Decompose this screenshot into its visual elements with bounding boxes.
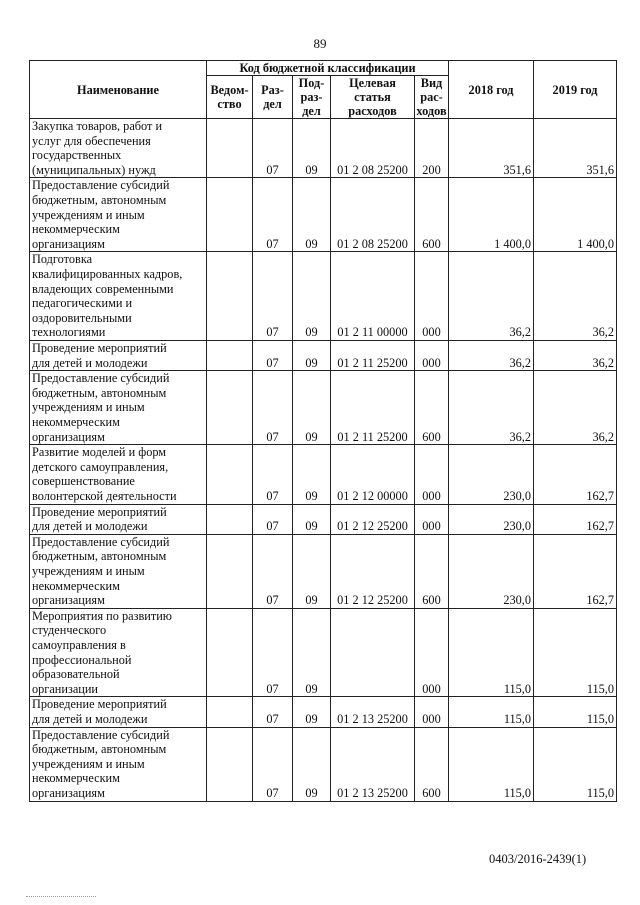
row-name-line: бюджетным, автономным bbox=[32, 549, 167, 564]
row-name-line: для детей и молодежи bbox=[32, 711, 148, 726]
row-name-line: самоуправления в bbox=[32, 637, 126, 652]
row-vedomstvo bbox=[207, 697, 253, 727]
row-name-line: организациям bbox=[32, 785, 105, 800]
row-name-line: волонтерской деятельности bbox=[32, 488, 177, 503]
row-name-line: Предоставление субсидий bbox=[32, 371, 170, 386]
row-razdel: 07 bbox=[253, 727, 293, 801]
row-target: 01 2 11 25200 bbox=[331, 371, 415, 445]
row-name-line: учреждениям и иным bbox=[32, 400, 145, 415]
row-amount-2019: 115,0 bbox=[534, 697, 617, 727]
row-podrazdel: 09 bbox=[293, 504, 331, 534]
row-razdel: 07 bbox=[253, 340, 293, 370]
row-name-line: организации bbox=[32, 681, 99, 696]
row-vedomstvo bbox=[207, 119, 253, 178]
row-amount-2019: 162,7 bbox=[534, 534, 617, 608]
row-name-line: Проведение мероприятий bbox=[32, 504, 167, 519]
row-name-line: Проведение мероприятий bbox=[32, 340, 167, 355]
header-line: ство bbox=[217, 97, 242, 111]
row-amount-2019: 115,0 bbox=[534, 727, 617, 801]
row-name bbox=[30, 252, 207, 341]
row-vedomstvo bbox=[207, 608, 253, 697]
row-name-line: некоммерческим bbox=[32, 222, 120, 237]
row-name-line: бюджетным, автономным bbox=[32, 193, 167, 208]
row-razdel: 07 bbox=[253, 697, 293, 727]
table-row bbox=[30, 119, 617, 178]
header-razdel bbox=[253, 76, 293, 119]
row-name bbox=[30, 504, 207, 534]
row-name-line: для детей и молодежи bbox=[32, 355, 148, 370]
row-target: 01 2 11 00000 bbox=[331, 252, 415, 341]
row-name bbox=[30, 534, 207, 608]
row-name-line: Предоставление субсидий bbox=[32, 534, 170, 549]
row-target: 01 2 12 25200 bbox=[331, 504, 415, 534]
row-podrazdel: 09 bbox=[293, 697, 331, 727]
row-name-line: учреждениям и иным bbox=[32, 207, 145, 222]
row-podrazdel: 09 bbox=[293, 252, 331, 341]
row-target: 01 2 13 25200 bbox=[331, 727, 415, 801]
row-vid: 600 bbox=[415, 371, 449, 445]
header-line: раз- bbox=[300, 90, 323, 104]
row-vedomstvo bbox=[207, 178, 253, 252]
header-podrazdel bbox=[293, 76, 331, 119]
row-name-line: Мероприятия по развитию bbox=[32, 608, 172, 623]
row-name bbox=[30, 371, 207, 445]
row-amount-2019: 36,2 bbox=[534, 252, 617, 341]
row-vid: 000 bbox=[415, 608, 449, 697]
row-name-line: Предоставление субсидий bbox=[32, 727, 170, 742]
row-razdel: 07 bbox=[253, 371, 293, 445]
row-amount-2018: 230,0 bbox=[449, 534, 534, 608]
row-vedomstvo bbox=[207, 371, 253, 445]
row-name-line: (муниципальных) нужд bbox=[32, 162, 156, 177]
row-target: 01 2 08 25200 bbox=[331, 119, 415, 178]
row-razdel: 07 bbox=[253, 252, 293, 341]
header-vid bbox=[415, 76, 449, 119]
row-target: 01 2 13 25200 bbox=[331, 697, 415, 727]
row-podrazdel: 09 bbox=[293, 445, 331, 504]
row-amount-2018: 1 400,0 bbox=[449, 178, 534, 252]
header-target bbox=[331, 76, 415, 119]
row-amount-2018: 36,2 bbox=[449, 340, 534, 370]
row-vid: 000 bbox=[415, 504, 449, 534]
table-row bbox=[30, 727, 617, 801]
row-vid: 600 bbox=[415, 727, 449, 801]
row-name-line: организациям bbox=[32, 429, 105, 444]
row-name-line: квалифицированных кадров, bbox=[32, 267, 183, 282]
row-target bbox=[331, 608, 415, 697]
row-amount-2018: 115,0 bbox=[449, 608, 534, 697]
row-name-line: детского самоуправления, bbox=[32, 459, 169, 474]
table-row bbox=[30, 608, 617, 697]
row-name-line: государственных bbox=[32, 148, 122, 163]
header-line: дел bbox=[302, 104, 321, 118]
header-name: Наименование bbox=[30, 61, 207, 119]
row-podrazdel: 09 bbox=[293, 727, 331, 801]
row-name bbox=[30, 727, 207, 801]
row-target: 01 2 12 25200 bbox=[331, 534, 415, 608]
row-name bbox=[30, 445, 207, 504]
row-podrazdel: 09 bbox=[293, 119, 331, 178]
row-name bbox=[30, 608, 207, 697]
row-target: 01 2 11 25200 bbox=[331, 340, 415, 370]
header-line: расходов bbox=[348, 104, 397, 118]
row-name-line: Развитие моделей и форм bbox=[32, 445, 167, 460]
row-name-line: организациям bbox=[32, 236, 105, 251]
header-line: Целевая bbox=[349, 76, 396, 90]
row-name-line: бюджетным, автономным bbox=[32, 742, 167, 757]
header-year-2019: 2019 год bbox=[534, 61, 617, 119]
row-amount-2018: 115,0 bbox=[449, 697, 534, 727]
row-vedomstvo bbox=[207, 340, 253, 370]
row-target: 01 2 08 25200 bbox=[331, 178, 415, 252]
row-razdel: 07 bbox=[253, 445, 293, 504]
row-podrazdel: 09 bbox=[293, 534, 331, 608]
row-amount-2018: 36,2 bbox=[449, 371, 534, 445]
row-name-line: технологиями bbox=[32, 325, 106, 340]
table-row bbox=[30, 252, 617, 341]
row-vedomstvo bbox=[207, 445, 253, 504]
row-name-line: Подготовка bbox=[32, 252, 93, 267]
row-amount-2019: 351,6 bbox=[534, 119, 617, 178]
row-amount-2018: 115,0 bbox=[449, 727, 534, 801]
row-name-line: некоммерческим bbox=[32, 414, 120, 429]
row-name-line: Предоставление субсидий bbox=[32, 178, 170, 193]
header-line: Ведом- bbox=[210, 83, 249, 97]
table-row bbox=[30, 697, 617, 727]
row-vid: 600 bbox=[415, 534, 449, 608]
row-amount-2018: 351,6 bbox=[449, 119, 534, 178]
budget-table bbox=[29, 60, 617, 802]
row-vid: 600 bbox=[415, 178, 449, 252]
row-name-line: Проведение мероприятий bbox=[32, 697, 167, 712]
header-line: Вид bbox=[420, 76, 443, 90]
row-amount-2019: 115,0 bbox=[534, 608, 617, 697]
row-razdel: 07 bbox=[253, 178, 293, 252]
table-row bbox=[30, 340, 617, 370]
header-year-2018: 2018 год bbox=[449, 61, 534, 119]
row-name-line: совершенствование bbox=[32, 474, 135, 489]
header-line: ходов bbox=[416, 104, 447, 118]
row-name-line: студенческого bbox=[32, 623, 107, 638]
row-podrazdel: 09 bbox=[293, 371, 331, 445]
row-vid: 000 bbox=[415, 697, 449, 727]
row-amount-2019: 36,2 bbox=[534, 340, 617, 370]
document-code: 0403/2016-2439(1) bbox=[489, 852, 587, 866]
row-vid: 200 bbox=[415, 119, 449, 178]
row-name bbox=[30, 119, 207, 178]
row-podrazdel: 09 bbox=[293, 608, 331, 697]
row-name-line: организациям bbox=[32, 593, 105, 608]
row-name-line: некоммерческим bbox=[32, 771, 120, 786]
row-amount-2019: 162,7 bbox=[534, 445, 617, 504]
row-name-line: педагогическими и bbox=[32, 296, 133, 311]
row-razdel: 07 bbox=[253, 119, 293, 178]
row-name-line: услуг для обеспечения bbox=[32, 133, 151, 148]
row-name-line: владеющих современными bbox=[32, 281, 174, 296]
row-vedomstvo bbox=[207, 252, 253, 341]
header-kbk: Код бюджетной классификации bbox=[207, 61, 449, 76]
row-name-line: некоммерческим bbox=[32, 578, 120, 593]
row-name-line: учреждениям и иным bbox=[32, 563, 145, 578]
row-razdel: 07 bbox=[253, 608, 293, 697]
row-name-line: профессиональной bbox=[32, 652, 132, 667]
table-row bbox=[30, 445, 617, 504]
row-podrazdel: 09 bbox=[293, 178, 331, 252]
row-amount-2019: 1 400,0 bbox=[534, 178, 617, 252]
row-vid: 000 bbox=[415, 340, 449, 370]
row-name-line: Закупка товаров, работ и bbox=[32, 119, 163, 134]
table-body bbox=[30, 119, 617, 802]
row-amount-2019: 162,7 bbox=[534, 504, 617, 534]
row-name bbox=[30, 178, 207, 252]
row-name-line: для детей и молодежи bbox=[32, 519, 148, 534]
row-vid: 000 bbox=[415, 252, 449, 341]
row-razdel: 07 bbox=[253, 504, 293, 534]
row-podrazdel: 09 bbox=[293, 340, 331, 370]
header-line: Под- bbox=[298, 76, 325, 90]
header-line: статья bbox=[354, 90, 391, 104]
row-name-line: учреждениям и иным bbox=[32, 756, 145, 771]
page-number: 89 bbox=[313, 36, 327, 51]
row-amount-2018: 230,0 bbox=[449, 504, 534, 534]
row-name-line: оздоровительными bbox=[32, 310, 132, 325]
row-name bbox=[30, 340, 207, 370]
header-line: дел bbox=[263, 97, 282, 111]
header-line: рас- bbox=[420, 90, 443, 104]
row-vedomstvo bbox=[207, 534, 253, 608]
row-name-line: бюджетным, автономным bbox=[32, 385, 167, 400]
row-name bbox=[30, 697, 207, 727]
table-row bbox=[30, 371, 617, 445]
row-amount-2019: 36,2 bbox=[534, 371, 617, 445]
row-vedomstvo bbox=[207, 504, 253, 534]
header-row-top bbox=[30, 61, 617, 76]
table-row bbox=[30, 534, 617, 608]
scan-artifact bbox=[26, 896, 96, 899]
row-vedomstvo bbox=[207, 727, 253, 801]
row-name-line: образовательной bbox=[32, 667, 120, 682]
table-row bbox=[30, 504, 617, 534]
row-razdel: 07 bbox=[253, 534, 293, 608]
header-line: Раз- bbox=[261, 83, 284, 97]
table-row bbox=[30, 178, 617, 252]
row-vid: 000 bbox=[415, 445, 449, 504]
header-vedomstvo bbox=[207, 76, 253, 119]
row-amount-2018: 36,2 bbox=[449, 252, 534, 341]
row-target: 01 2 12 00000 bbox=[331, 445, 415, 504]
row-amount-2018: 230,0 bbox=[449, 445, 534, 504]
